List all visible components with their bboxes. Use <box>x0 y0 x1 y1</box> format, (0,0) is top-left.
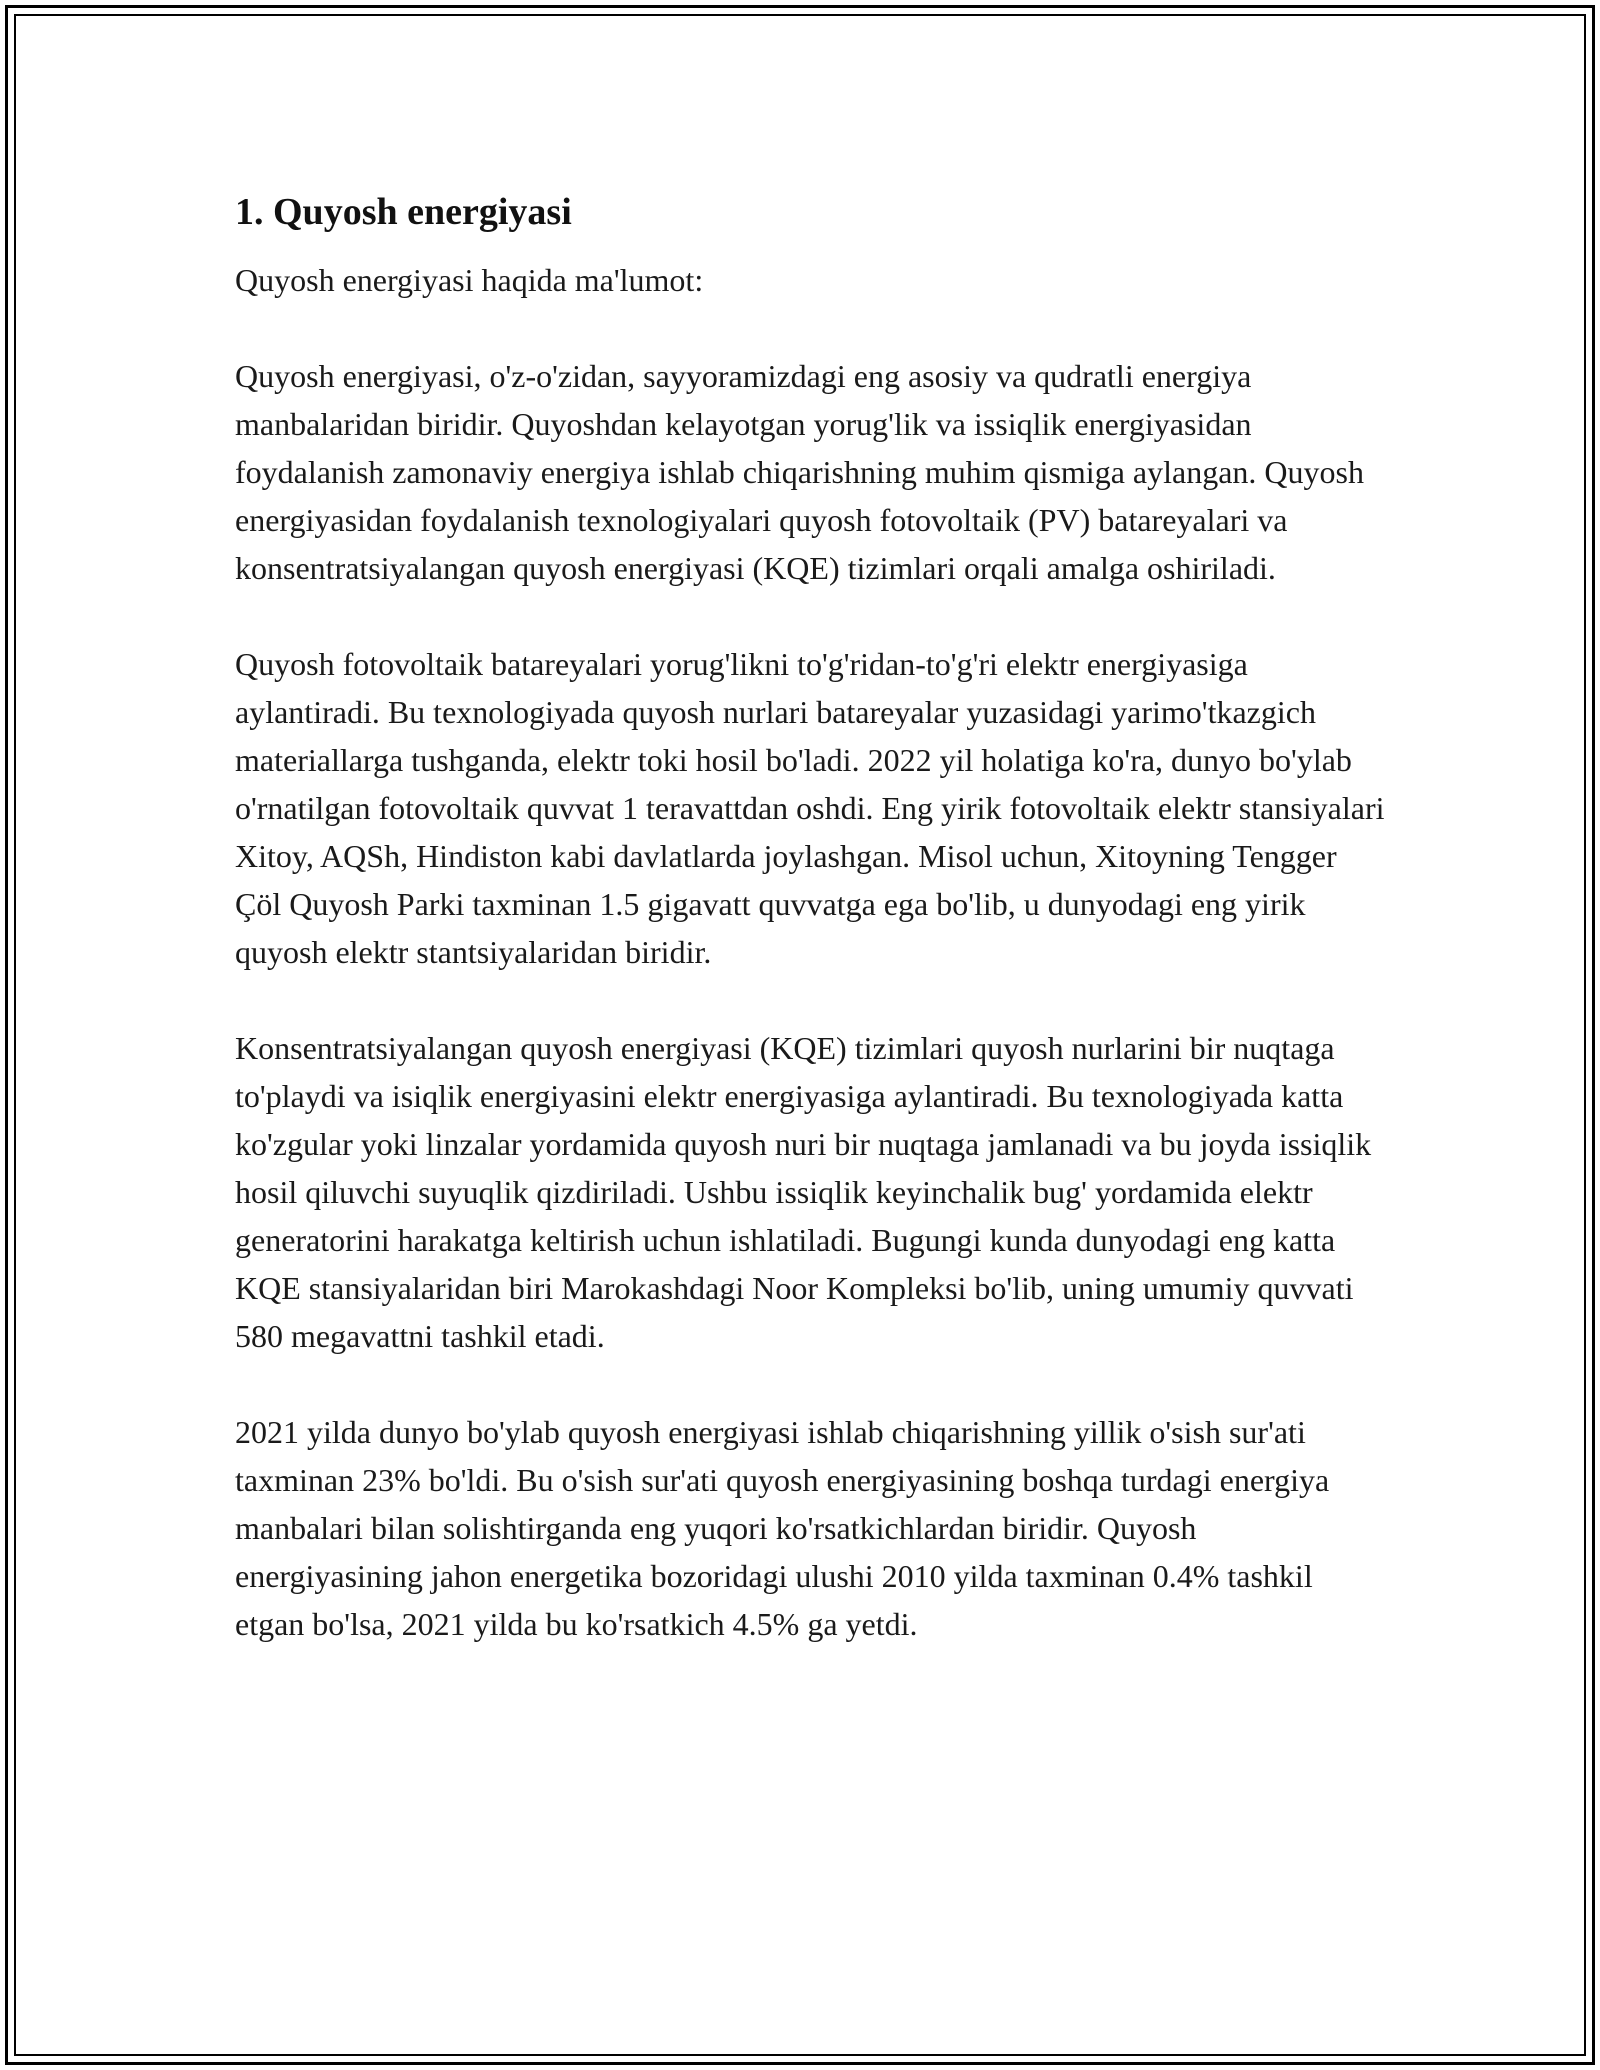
section-heading: 1. Quyosh energiyasi <box>235 191 572 233</box>
paragraph-growth-statistics: 2021 yilda dunyo bo'ylab quyosh energiyasi ishlab chiqarishning yillik o'sish sur'ati taxminan 23% bo'ldi. Bu o'sish sur'ati quyosh energiyasining boshqa turdagi energiya manbalari bilan solishtirganda eng yuqori ko'rsatkichlardan biridir. Quyosh energiyasining jahon energetika bozoridagi ulushi 2010 yilda taxminan 0.4% tashkil etgan bo'lsa, 2021 yilda bu ko'rsatkich 4.5% ga yetdi. <box>235 1414 1330 1642</box>
paragraph-overview: Quyosh energiyasi, o'z-o'zidan, sayyoramizdagi eng asosiy va qudratli energiya manbalaridan biridir. Quyoshdan kelayotgan yorug'lik va issiqlik energiyasidan foydalanish zamonaviy energiya ishlab chiqarishning muhim qismiga aylangan. Quyosh energiyasidan foydalanish texnologiyalari quyosh fotovoltaik (PV) batareyalari va konsentratsiyalangan quyosh energiyasi (KQE) tizimlari orqali amalga oshiriladi. <box>235 358 1364 586</box>
paragraph-photovoltaic: Quyosh fotovoltaik batareyalari yorug'likni to'g'ridan-to'g'ri elektr energiyasiga aylantiradi. Bu texnologiyada quyosh nurlari batareyalar yuzasidagi yarimo'tkazgich materiallarga tushganda, elektr toki hosil bo'ladi. 2022 yil holatiga ko'ra, dunyo bo'ylab o'rnatilgan fotovoltaik quvvat 1 teravattdan oshdi. Eng yirik fotovoltaik elektr stansiyalari Xitoy, AQSh, Hindiston kabi davlatlarda joylashgan. Misol uchun, Xitoyning Tengger Çöl Quyosh Parki taxminan 1.5 gigavatt quvvatga ega bo'lib, u dunyodagi eng yirik quyosh elektr stantsiyalaridan biridir. <box>235 646 1385 970</box>
paragraph-concentrated-solar: Konsentratsiyalangan quyosh energiyasi (KQE) tizimlari quyosh nurlarini bir nuqtaga to'playdi va isiqlik energiyasini elektr energiyasiga aylantiradi. Bu texnologiyada katta ko'zgular yoki linzalar yordamida quyosh nuri bir nuqtaga jamlanadi va bu joyda issiqlik hosil qiluvchi suyuqlik qizdiriladi. Ushbu issiqlik keyinchalik bug' yordamida elektr generatorini harakatga keltirish uchun ishlatiladi. Bugungi kunda dunyodagi eng katta KQE stansiyalaridan biri Marokashdagi Noor Kompleksi bo'lib, uning umumiy quvvati 580 megavattni tashkil etadi. <box>235 1030 1372 1354</box>
document-body <box>235 188 1385 1696</box>
intro-line: Quyosh energiyasi haqida ma'lumot: <box>235 262 704 298</box>
